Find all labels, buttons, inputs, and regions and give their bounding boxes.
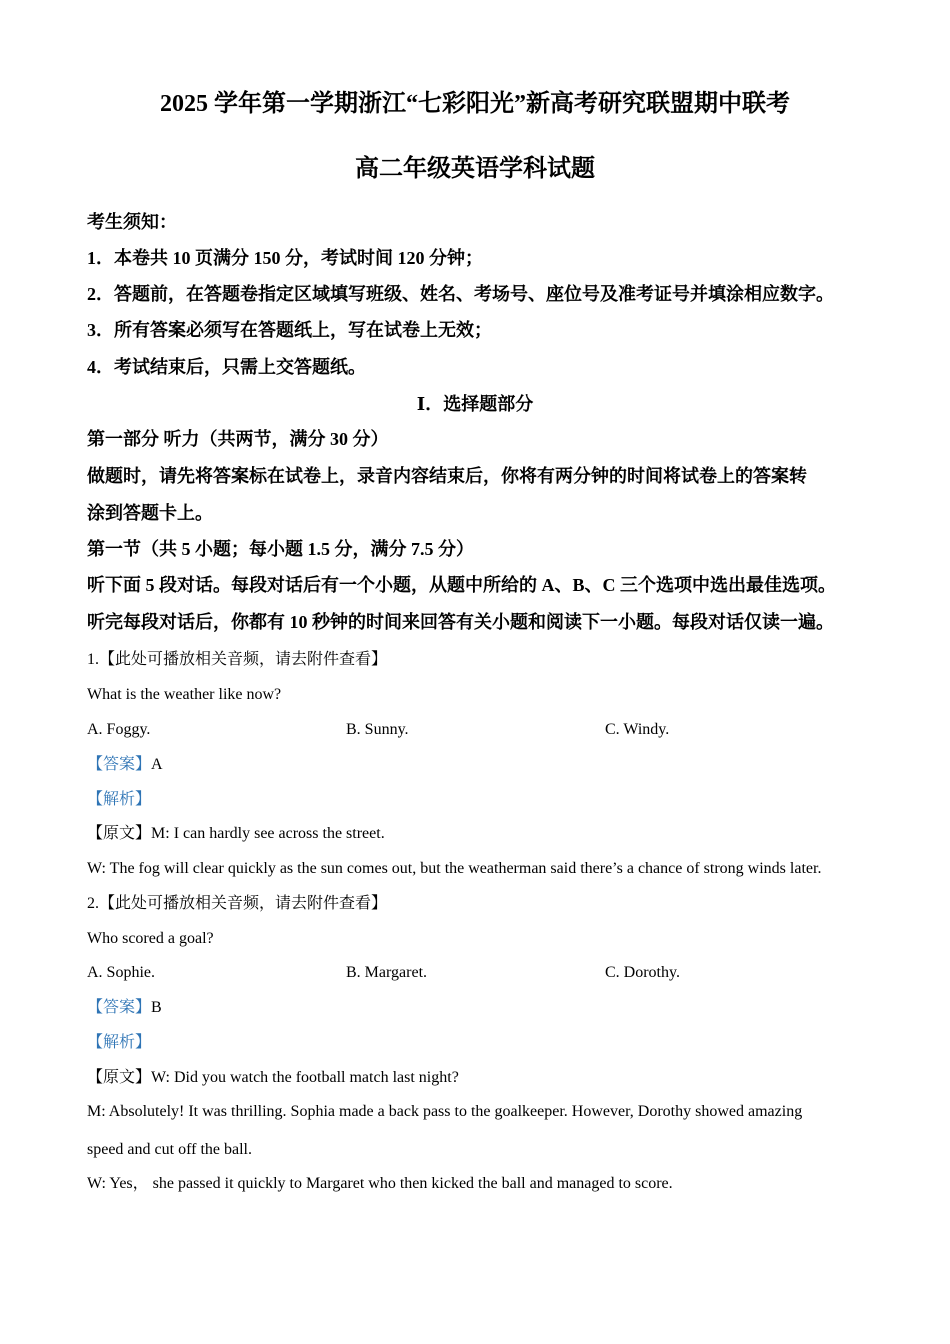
sub1-instruction: 听下面 5 段对话。每段对话后有一个小题，从题中所给的 A、B、C 三个选项中选出最佳选项。	[87, 575, 836, 595]
transcript-line	[87, 824, 385, 844]
answer-line	[87, 998, 162, 1018]
question-text: Who scored a goal?	[87, 930, 214, 947]
transcript-line: W: Yes， she passed it quickly to Margaret who then kicked the ball and managed to score.	[87, 1175, 673, 1192]
transcript-line: W: The fog will clear quickly as the sun comes out, but the weatherman said there’s a chance of strong winds later.	[87, 860, 822, 877]
exam-title: 2025 学年第一学期浙江“七彩阳光”新高考研究联盟期中联考	[160, 91, 790, 117]
option-b: B. Margaret.	[346, 964, 428, 981]
option-a: A. Foggy.	[87, 721, 151, 738]
part1-heading: 第一部分 听力（共两节，满分 30 分）	[87, 429, 389, 449]
option-a: A. Sophie.	[87, 964, 155, 981]
transcript-line	[87, 1068, 459, 1088]
transcript-line: speed and cut off the ball.	[87, 1141, 252, 1158]
sub1-heading: 第一节（共 5 小题；每小题 1.5 分，满分 7.5 分）	[87, 539, 474, 559]
original-tag: 【原文】	[87, 825, 152, 842]
option-b: B. Sunny.	[346, 721, 409, 738]
sub1-instruction: 听完每段对话后，你都有 10 秒钟的时间来回答有关小题和阅读下一小题。每段对话仅读一遍。	[87, 612, 834, 632]
audio-note[interactable]: 1.【此处可播放相关音频，请去附件查看】	[87, 651, 388, 668]
notice-item: 1．本卷共 10 页满分 150 分，考试时间 120 分钟；	[87, 248, 483, 268]
answer-value: B	[151, 999, 162, 1016]
option-c: C. Windy.	[605, 721, 670, 738]
question-text: What is the weather like now?	[87, 686, 282, 703]
answer-line	[87, 755, 163, 775]
analysis-tag: 【解析】	[87, 1034, 152, 1051]
analysis-tag: 【解析】	[87, 791, 152, 808]
option-c: C. Dorothy.	[605, 964, 680, 981]
part1-instruction: 涂到答题卡上。	[87, 503, 213, 523]
answer-tag: 【答案】	[87, 756, 152, 773]
answer-tag: 【答案】	[87, 999, 152, 1016]
answer-value: A	[151, 756, 163, 773]
notice-heading: 考生须知：	[87, 212, 177, 232]
notice-item: 4．考试结束后，只需上交答题纸。	[87, 357, 366, 377]
audio-note[interactable]: 2.【此处可播放相关音频，请去附件查看】	[87, 895, 388, 912]
original-tag: 【原文】	[87, 1069, 152, 1086]
transcript-text: M: I can hardly see across the street.	[151, 825, 385, 842]
part1-instruction: 做题时，请先将答案标在试卷上，录音内容结束后，你将有两分钟的时间将试卷上的答案转	[87, 466, 807, 486]
notice-item: 3．所有答案必须写在答题纸上，写在试卷上无效；	[87, 320, 492, 340]
transcript-text: W: Did you watch the football match last night?	[151, 1069, 459, 1086]
notice-item: 2．答题前，在答题卷指定区域填写班级、姓名、考场号、座位号及准考证号并填涂相应数字。	[87, 284, 834, 304]
section-title: Ⅰ．选择题部分	[416, 394, 534, 414]
exam-subtitle: 高二年级英语学科试题	[355, 156, 595, 182]
transcript-line: M: Absolutely! It was thrilling. Sophia made a back pass to the goalkeeper. However, Dorothy showed amazing	[87, 1103, 803, 1120]
